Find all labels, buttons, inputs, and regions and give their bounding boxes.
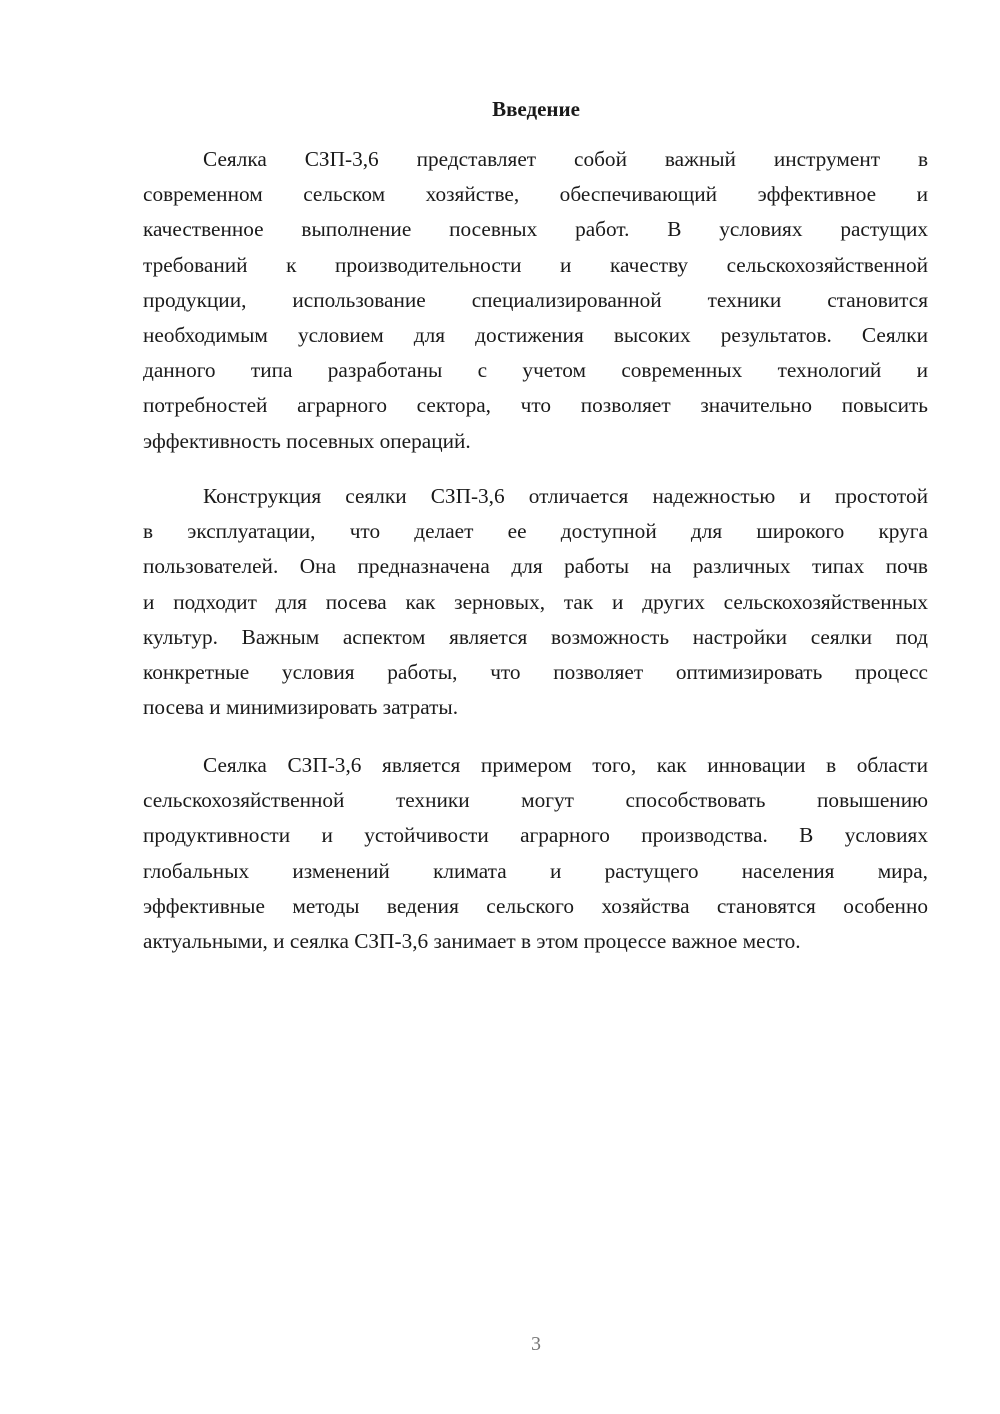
text-line: конкретные условия работы, что позволяет оптимизировать процесс [143, 659, 928, 684]
text-line: потребностей аграрного сектора, что позволяет значительно повысить [143, 393, 928, 418]
text-line: современном сельском хозяйстве, обеспечивающий эффективное и [143, 182, 928, 207]
paragraph-2 [143, 479, 928, 725]
text-line: продуктивности и устойчивости аграрного производства. В условиях [143, 823, 928, 848]
page-number: 3 [531, 1333, 541, 1355]
text-line: культур. Важным аспектом является возможность настройки сеялки под [143, 624, 928, 649]
text-line: в эксплуатации, что делает ее доступной для широкого круга [143, 519, 928, 544]
text-line: актуальными, и сеялка СЗП-3,6 занимает в этом процессе важное место. [143, 928, 801, 953]
text-line: требований к производительности и качеству сельскохозяйственной [143, 252, 928, 277]
text-line: необходимым условием для достижения высоких результатов. Сеялки [143, 322, 928, 347]
text-line: эффективные методы ведения сельского хозяйства становятся особенно [143, 893, 928, 918]
text-line: сельскохозяйственной техники могут способствовать повышению [143, 788, 928, 813]
text-line: эффективность посевных операций. [143, 428, 471, 453]
section-title: Введение [492, 97, 580, 121]
text-line: глобальных изменений климата и растущего населения мира, [143, 858, 928, 883]
text-line: пользователей. Она предназначена для работы на различных типах почв [143, 554, 928, 579]
text-line: Сеялка СЗП-3,6 является примером того, как инновации в области [203, 753, 928, 777]
text-line: качественное выполнение посевных работ. В условиях растущих [143, 217, 928, 242]
text-line: данного типа разработаны с учетом современных технологий и [143, 358, 928, 383]
text-line: Сеялка СЗП-3,6 представляет собой важный инструмент в [203, 147, 928, 171]
text-line: и подходит для посева как зерновых, так и других сельскохозяйственных [143, 589, 928, 614]
text-line: Конструкция сеялки СЗП-3,6 отличается надежностью и простотой [203, 484, 928, 508]
text-line: посева и минимизировать затраты. [143, 695, 459, 720]
paragraph-1 [143, 142, 928, 459]
paragraph-3 [143, 748, 928, 959]
text-line: продукции, использование специализированной техники становится [143, 287, 928, 312]
